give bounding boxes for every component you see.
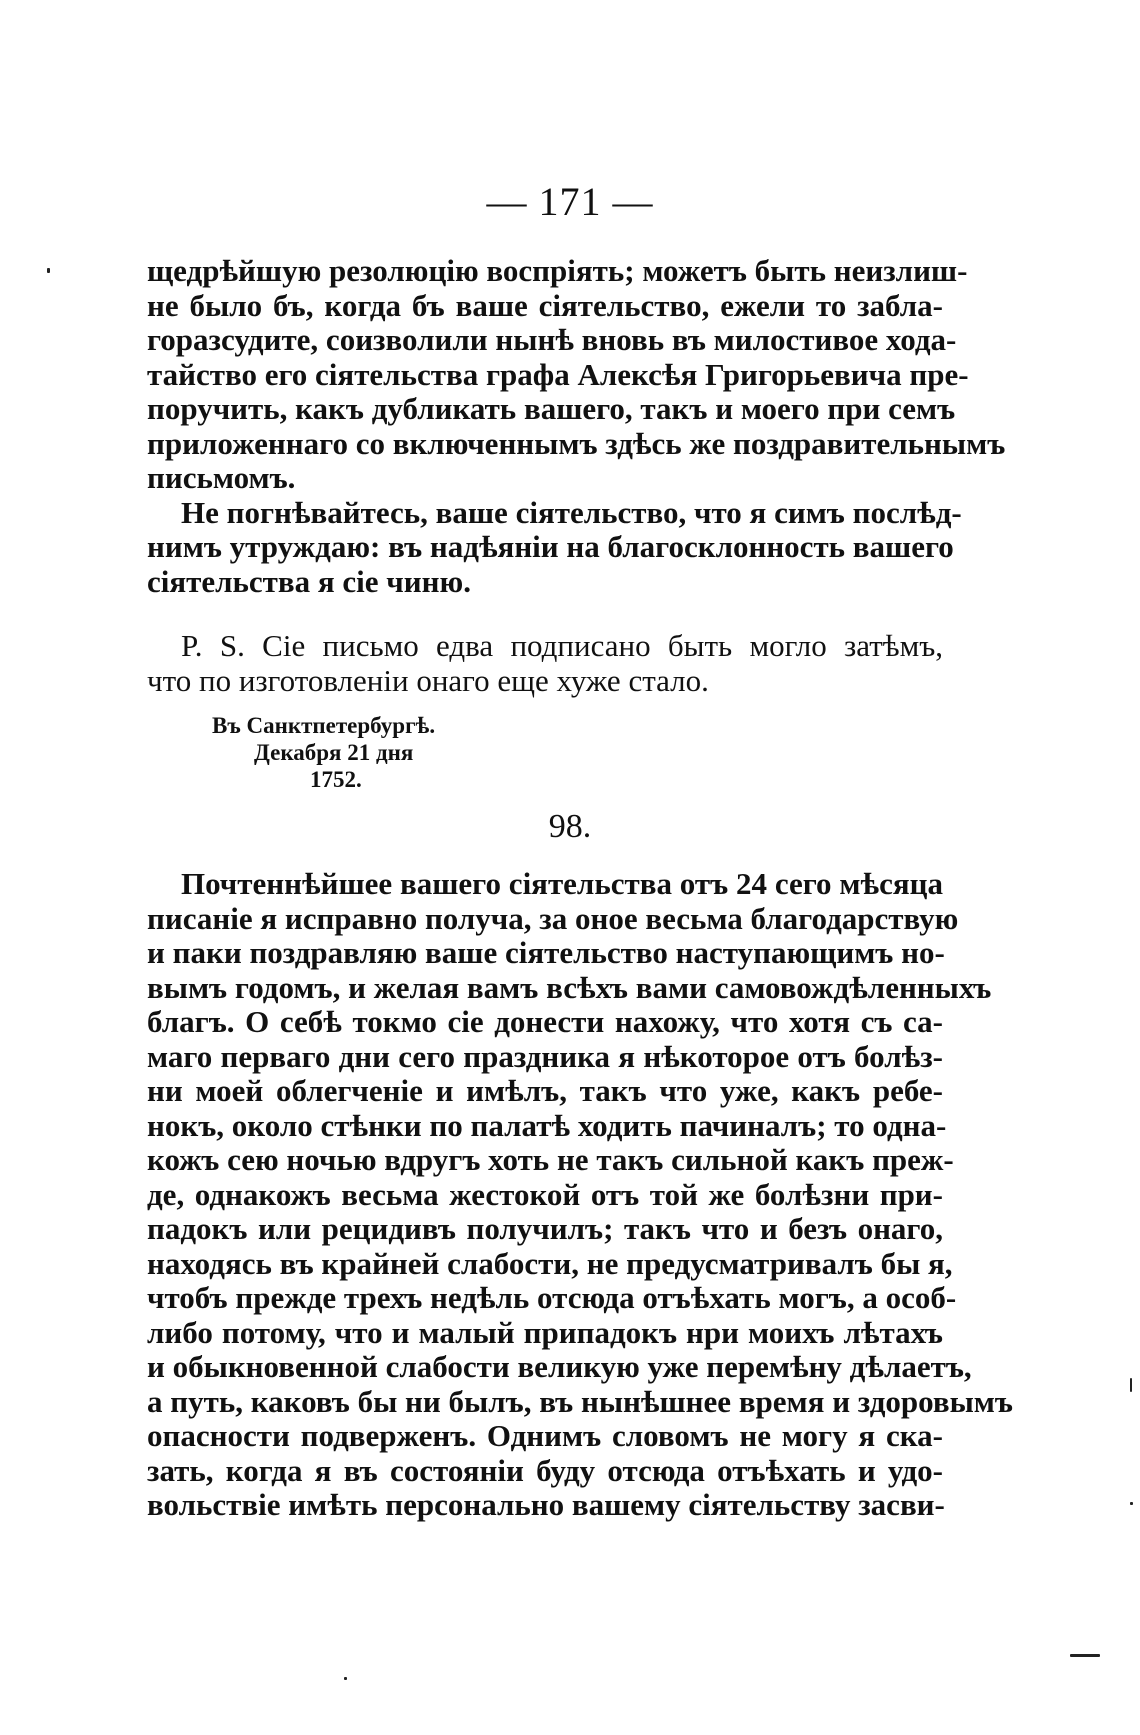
letter-98-body xyxy=(147,866,1013,1523)
text-line: благъ. О себѣ токмо сіе донести нахожу, что хотя съ са- xyxy=(147,1004,943,1039)
text-line: и паки поздравляю ваше сіятельство наступающимъ но- xyxy=(147,935,945,970)
text-line: кожъ сею ночью вдругъ хоть не такъ сильной какъ преж- xyxy=(147,1142,954,1177)
signature-year: 1752. xyxy=(310,767,362,792)
text-line: не было бъ, когда бъ ваше сіятельство, ежели то забла- xyxy=(147,287,943,323)
text-line: чтобъ прежде трехъ недѣль отсюда отъѣхать могъ, а особ- xyxy=(147,1280,957,1315)
scan-speck xyxy=(1130,1502,1133,1505)
text-line: щедрѣйшую резолюцію воспріять; можетъ быть неизлиш- xyxy=(147,253,968,288)
text-line: ни моей облегченіе и имѣлъ, такъ что уже, какъ ребе- xyxy=(147,1073,943,1108)
scan-speck xyxy=(344,1677,347,1680)
text-line: горазсудите, соизволили нынѣ вновь въ милостивое хода- xyxy=(147,322,957,357)
text-line: тайство его сіятельства графа Алексѣя Григорьевича пре- xyxy=(147,356,969,392)
text-line: писаніе я исправно получа, за оное весьма благодарствую xyxy=(147,900,959,936)
text-line: письмомъ. xyxy=(147,460,296,495)
text-line: либо потому, что и малый припадокъ нри моихъ лѣтахъ xyxy=(147,1314,943,1350)
page-number: — 171 — xyxy=(486,179,654,224)
text-line: поручить, какъ дубликать вашего, такъ и моего при семъ xyxy=(147,391,956,426)
text-line: приложеннаго со включеннымъ здѣсь же поздравительнымъ xyxy=(147,425,1006,461)
scan-speck xyxy=(47,268,50,273)
text-line: а путь, каковъ бы ни былъ, въ нынѣшнее время и здоровымъ xyxy=(147,1383,1013,1419)
text-line: опасности подверженъ. Однимъ словомъ не могу я ска- xyxy=(147,1418,943,1453)
text-line: нимъ утруждаю: въ надѣяніи на благосклонность вашего xyxy=(147,529,954,564)
text-line: находясь въ крайней слабости, не предусматривалъ бы я, xyxy=(147,1245,953,1281)
text-line: падокъ или рецидивъ получилъ; такъ что и безъ онаго, xyxy=(147,1211,943,1246)
signature-date: Декабря 21 дня xyxy=(254,740,414,765)
text-line: Почтеннѣйшее вашего сіятельства отъ 24 сего мѣсяца xyxy=(181,866,943,901)
signature-place: Въ Санктпетербургѣ. xyxy=(212,713,436,738)
text-line: вымъ годомъ, и желая вамъ всѣхъ вами самовождѣленныхъ xyxy=(147,969,992,1005)
text-line: и обыкновенной слабости великую уже перемѣну дѣлаетъ, xyxy=(147,1349,972,1384)
signature-block xyxy=(212,712,435,793)
postscript xyxy=(147,629,943,698)
text-line: вольствіе имѣть персонально вашему сіятельству засви- xyxy=(147,1487,945,1522)
text-line: Не погнѣвайтесь, ваше сіятельство, что я симъ послѣд- xyxy=(181,494,962,530)
text-line: сіятельства я сіе чиню. xyxy=(147,563,471,599)
text-line: нокъ, около стѣнки по палатѣ ходить пачиналъ; то одна- xyxy=(147,1107,947,1143)
text-line: маго перваго дни сего праздника я нѣкоторое отъ болѣз- xyxy=(147,1038,943,1074)
letter-97-body xyxy=(147,253,1006,599)
text-line: де, однакожъ весьма жестокой отъ той же болѣзни при- xyxy=(147,1176,943,1212)
text-line: P. S. Сіе письмо едва подписано быть могло затѣмъ, xyxy=(181,628,943,663)
letter-number: 98. xyxy=(548,808,592,845)
text-line: что по изготовленіи онаго еще хуже стало. xyxy=(147,662,709,698)
scan-speck xyxy=(1130,1378,1132,1392)
text-line: зать, когда я въ состояніи буду отсюда отъѣхать и удо- xyxy=(147,1452,943,1488)
scan-speck xyxy=(1070,1654,1100,1657)
